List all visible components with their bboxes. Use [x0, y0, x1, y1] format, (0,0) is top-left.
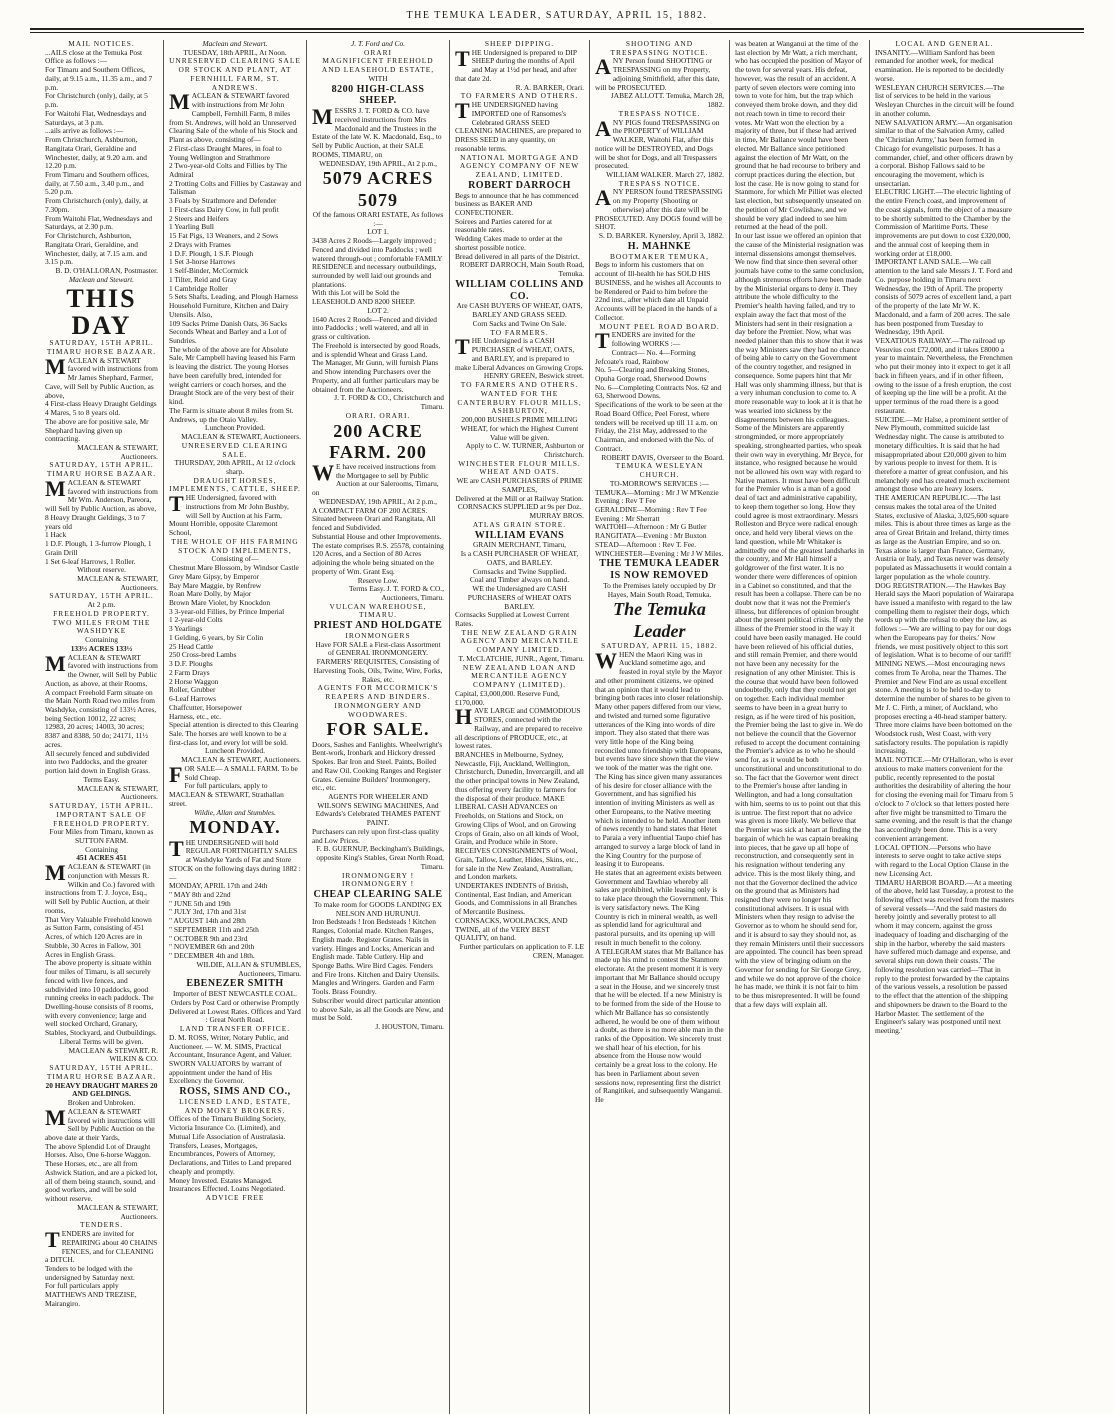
column-paragraph: WILLIAM COLLINS AND CO.: [455, 278, 584, 302]
column-paragraph: 20 HEAVY DRAUGHT MARES 20 AND GELDINGS.: [45, 1080, 158, 1099]
column-paragraph: " DECEMBER 4th and 18th.: [169, 951, 255, 961]
column-paragraph: He states that an agreement exists between Government and Tawhiao whereby all sales are prohibited, while leasing only is to take place through the Government. This is very satisfactory news. The King Country is rich in mineral wealth, as well as splendid land for agricultural and pastoral pursuits, and its opening up will result in much benefit to the colony.: [595, 868, 724, 947]
column-paragraph: 200 ACRE FARM. 200: [329, 420, 427, 462]
column-paragraph: TWO MILES FROM THE WASHDYKE: [52, 617, 151, 636]
column-paragraph: ANY Person found SHOOTING or TRESPASSING on my Property, adjoining Smithfield, after this date, will be PROSECUTED.: [595, 54, 720, 92]
column-paragraph: The estate comprises R.S. 25578, containing 120 Acres, and a Section of 80 Acres adjoining the whole being situated on the property of Wm. Grant Esq.: [312, 540, 444, 576]
column-paragraph: MACLEAN & STEWART, Auctioneers.: [77, 573, 158, 592]
column-paragraph: LOCAL OPTION.—Persons who have interests to serve ought to take active steps with regard to the Local Option Clause in the new Licensing Act.: [875, 842, 1009, 878]
column-paragraph: MONDAY, APRIL 17th and 24th: [169, 881, 268, 891]
column-paragraph: Roan Mare Dolly, by Major: [169, 589, 252, 599]
column-paragraph: S. D. BARKER. Kynersley, April 3, 1882.: [598, 231, 724, 241]
column-paragraph: 3438 Acres 2 Roods—Largely improved ; Fenced and divided into Paddocks ; well watered through-out ; comfortable FAMILY RESIDENCE and necessary outbuildings, surrounded by well laid out grounds and plantations.: [312, 236, 443, 289]
column-paragraph: Subscriber would direct particular attention to above Sale, as all the Goods are New, and must be Sold.: [312, 995, 444, 1023]
column-paragraph: 4 First-class Heavy Draught Geldings 4 Mares, 5 to 8 years old.: [45, 399, 157, 418]
column-paragraph: WE have received instructions from the Mortgagee to sell by Public Auction at our Salerooms, Timaru, on: [312, 459, 439, 498]
column-paragraph: ADVICE FREE: [205, 1193, 265, 1203]
column-paragraph: MAIL NOTICES.: [68, 40, 135, 48]
column-paragraph: R. A. BARKER, Orari.: [515, 82, 584, 92]
column-paragraph: 3 Yearlings: [169, 624, 203, 634]
column-paragraph: J. T. Ford and Co.: [351, 40, 405, 48]
column-paragraph: ROBERT DARROCH, Main South Road, Temuka.: [459, 260, 584, 279]
column-paragraph: STEAD—Afternoon : Rev T. Fee.: [595, 539, 697, 549]
column-paragraph: Substantial House and other Improvements.: [312, 531, 442, 541]
column-paragraph: WILLIAM EVANS: [474, 529, 565, 541]
column-paragraph: No. 6—Completing Contracts Nos. 62 and 63, Sherwood Downs.: [595, 382, 722, 401]
column-paragraph: TENDERS are invited for the following WORKS :—: [595, 328, 696, 354]
column-paragraph: 8 Heavy Draught Geldings, 3 to 7 years old: [45, 512, 145, 531]
column-paragraph: For Timaru and Southern Offices, daily, at 9.15 a.m., 11.35 a.m., and 7 p.m.: [45, 65, 153, 92]
column-paragraph: In our last issue we offered an opinion that the cause of the Ministerial resignation was internal dissensions amongst themselves. We now find that since then several other journals have come to the same conclusion, although strenuous efforts have been made by the Ministerial organs to deny it. They attribute the whole difficulty to the Premier's health having failed, and try to explain away the fact that most of the Ministers had sent in their resignation a day before the Premier. Now, what was needed plainer than this to show that it was the way Ministers saw they had no chance of being able to carry on the Government of the country together, and resigned in consequence. Some papers hint that Mr Hall was only shamming illness, but that is a very inhuman conclusion to come to. A more reasonable way to look at it is that he was wearied into sickness by the disagreements between his colleagues. Some of the Ministers are apparently strongminded, or more appropriately speaking, stronghearted parties, who speak their own way in everything. Mr Bryce, for instance, who resigned because he would not be allowed his own way with regard to Native matters. It must have been difficult for the Premier who is a man of a good deal of tact and administrative capability, to keep them together so long. How they could agree is most extraordinary. Messrs Rolleston and Bryce were radical enough once, and held very liberal views on the land question, while Mr Whitaker is admittedly one of the greatest landsharks in the country, and Mr Hall himself a goldgrower of the first water. It is no wonder there were differences of opinion in a Cabinet so constituted, and that the result has been a collapse. There can be no doubt now that it was not the Premier's illness, but differences of opinion brought about the present political crisis. If only the illness of the Premier stood in the way it could have been easily managed. He could have been relieved of his official duties, and still remain Premier, and there would not have been any necessity for the resignation of any other Minister. This is the course that would have been followed undoubtedly, only that they could not get on together. Each individual member seems to have been in a great hurry to resign, as if he were tired of his position, the Premier being the last to give in. We do not believe the council that the Governor refused to accept the document containing the Premier's advice as to who he should send for, as it would be both unconstitutional and unconstitutional to do so. The fact that the Governor went direct to the Premier's house after landing in Wellington, and had a long consultation with him, seems to us to point out that this is untrue. The first report that no advice was given is more likely. We believe that the Premier was sick at heart at finding the bargain of which he was captain breaking into pieces, that he gave up all hope of reconstruction, and consequently sent in his resignation without tendering any advice. This is the most likely thing, and not that the Governor declined the advice on the ground that as Ministers had resigned they were no longer his constitutional advisers. It is usual with Ministers when they resign to advise the Governor as to whom he should send for, and it is absurd to say they should not, as they remain Ministers until their successors are appointed. The council has been spread with the view of bringing odium on the Governor for sending for Sir George Grey, and while we do not approve of the choice he has made, we think it is not fair to him to be thus misrepresented. It will be found that a few days will explain all.: [735, 231, 864, 1009]
column-paragraph: MACLEAN & STEWART. R. WILKIN & CO.: [68, 1045, 158, 1064]
column-paragraph: 2 Two-year-old Colts and Fillies by The Admiral: [169, 161, 288, 180]
column-paragraph: LOCAL AND GENERAL.: [895, 40, 994, 48]
column-paragraph: No. 5—Clearing and Breaking Stones, Opuha Gorge road, Sherwood Downs: [595, 365, 710, 383]
column-paragraph: Have FOR SALE a First-class Assortment of GENERAL IRONMONGERY.: [315, 639, 441, 658]
column-paragraph: IRONMONGERY ! IRONMONGERY !: [341, 870, 415, 889]
column-paragraph: ORARI. ORARI.: [345, 410, 411, 420]
column-paragraph: LOT 2.: [367, 305, 389, 315]
column-paragraph: The Freehold is intersected by good Roads, and is splendid Wheat and Grass Land.: [312, 340, 441, 359]
column-paragraph: DOG REGISTRATION.—The Hawkes Bay Herald says the Maori population of Wairarapa have issued a manifesto with regard to the law compelling them to register their dogs, which words up with the refusal to obey the law, as follows :—'We are willing to pay for our dogs when the Europeans pay for theirs.' Now friends, we must positively object to this sort of legislation. What is to become of our tariff!: [875, 580, 1014, 660]
column-paragraph: From Waitohi Flat, Wednesdays and Saturdays, at 2.30 p.m.: [45, 213, 153, 232]
column-paragraph: From Christchurch (only), daily, at 7.30pm.: [45, 196, 148, 214]
column-paragraph: T. McCLATCHIE, JUNR., Agent, Timaru.: [458, 653, 584, 663]
column-paragraph: WE are CASH PURCHASERS of PRIME SAMPLES,: [456, 476, 583, 494]
column-paragraph: To make room for GOODS LANDING EX NELSON AND HURUNUI.: [314, 899, 442, 918]
column-paragraph: 5 Sets Shafts, Leading, and Plough Harness: [169, 292, 298, 302]
column-paragraph: Orders by Post Card or otherwise Promptly Delivered at Lowest Rates. Offices and Yard : Great North Road.: [169, 997, 301, 1025]
column-paragraph: MURRAY BROS.: [529, 511, 584, 521]
column-paragraph: WILLIAM WALKER. March 27, 1882.: [606, 170, 724, 180]
column-paragraph: WITH: [368, 73, 388, 83]
column-paragraph: A COMPACT FARM OF 200 ACRES. Situated between Orari and Rangitata, All fenced and Subdivided.: [312, 505, 436, 533]
column-paragraph: CHEAP CLEARING SALE: [313, 889, 443, 901]
column-paragraph: TEMUKA WESLEYAN CHURCH.: [615, 461, 704, 480]
column-paragraph: Liberal Terms will be given.: [59, 1036, 144, 1046]
column-paragraph: Reserve Low.: [357, 575, 399, 585]
column-paragraph: 250 Cross-bred Lambs: [169, 650, 237, 660]
column-paragraph: MACLEAN & STEWART, Auctioneers.: [77, 783, 158, 802]
column-7: [869, 40, 1019, 1414]
column-paragraph: IRONMONGERY AND WOODWARES.: [334, 700, 422, 719]
column-paragraph: 2 Farm Drays: [169, 667, 210, 677]
column-paragraph: SHOOTING AND TRESPASSING NOTICE.: [610, 40, 709, 57]
column-paragraph: Grey Mare Gipsy, by Emperor: [169, 571, 260, 581]
column-paragraph: D. M. ROSS, Writer, Notary Public, and Auctioneer. — W. M. SIMS, Practical Accountant, Insurance Agent, and Valuer.: [169, 1032, 292, 1060]
column-paragraph: WINCHESTER FLOUR MILLS.: [458, 458, 581, 468]
column-paragraph: MONDAY.: [189, 817, 281, 838]
column-paragraph: SATURDAY, 15TH APRIL.: [49, 460, 154, 470]
column-paragraph: 1 Self-Binder, McCormick: [169, 266, 249, 276]
column-paragraph: Brown Mare Violet, by Knockdon: [169, 598, 271, 607]
column-paragraph: 1 Gelding, 6 years, by Sir Colin: [169, 632, 264, 642]
column-paragraph: FOR SALE.: [326, 719, 430, 740]
column-paragraph: Luncheon Provided.: [205, 746, 265, 756]
column-paragraph: Offices of the Timaru Building Society, Victoria Insurance Co. (Limited), and Mutual Life Association of Australasia.: [169, 1114, 286, 1141]
column-paragraph: INSANITY.—William Sanford has been remanded for another week, for medical examination. He is reported to be decidedly worse.: [875, 47, 1005, 83]
column-paragraph: Coal and Timber always on hand.: [469, 575, 570, 585]
column-paragraph: UNDERTAKES INDENTS of British, Continental, East Indian, and American Goods, and Commissions in all Branches of Mercantile Business.: [455, 881, 577, 917]
column-paragraph: Soirees and Parties catered for at reasonable rates.: [455, 216, 553, 235]
column-paragraph: IRONMONGERS: [345, 630, 411, 640]
column-paragraph: THE Undersigned is a CASH PURCHASER of WHEAT, OATS, and BARLEY, and is prepared to make Liberal Advances on Growing Crops.: [455, 334, 584, 372]
column-paragraph: 8200 HIGH-CLASS SHEEP.: [331, 83, 425, 107]
column-paragraph: TEMUKA—Morning : Mr J W M'Kenzie: [595, 487, 719, 497]
column-paragraph: ANY PERSON found TRESPASSING on my Property (Shooting or otherwise) after this date will be PROSECUTED. Any DOGS found will be SHOT.: [595, 185, 723, 232]
column-paragraph: SATURDAY, APRIL 15, 1882.: [601, 640, 718, 650]
column-paragraph: ATLAS GRAIN STORE.: [472, 519, 567, 529]
column-paragraph: " SEPTEMBER 11th and 25th: [169, 924, 259, 934]
column-paragraph: Without reserve.: [77, 565, 126, 575]
column-paragraph: 3 Foals by Strathmore and Defender: [169, 196, 277, 206]
column-paragraph: DRAUGHT HORSES, IMPLEMENTS, CATTLE, SHEEP.: [169, 475, 301, 494]
column-paragraph: GERALDINE—Morning : Rev T Fee: [595, 504, 707, 514]
column-paragraph: IMPORTANT SALE OF FREEHOLD PROPERTY.: [53, 809, 150, 828]
column-paragraph: MACLEAN & STEWART favored with instructions will Sell by Public Auction on the above date at their Yards,: [45, 1104, 156, 1142]
column-paragraph: " MAY 8th and 22nd: [169, 890, 231, 899]
column-paragraph: AGENTS FOR WHEELER AND WILSON'S SEWING MACHINES, And Edwards's Celebrated THAMES PATENT PAINT.: [315, 791, 441, 828]
column-3: [306, 40, 449, 1414]
column-paragraph: Four Miles from Timaru, known as SUTTON FARM.: [49, 827, 154, 846]
column-paragraph: GRAIN MERCHANT, Timaru,: [472, 540, 567, 550]
column-paragraph: THE UNDERSIGNED will hold REGULAR FORTNIGHTLY SALES at Washdyke Yards of Fat and Store STOCK on the following days during 1882 :—: [169, 835, 301, 882]
column-paragraph: MINING NEWS.—Most encouraging news comes from Te Aroha, near the Thames. The Premier and New Find are as usual excellent stone. A meeting is to be held to-day to determine the number of shares to be given to Mr J. C. Firth, a miner, of Auckland, who proposes erecting a 40-head stamper battery. Three more claims have been bottomed on the Woodstock rush, West Coast, with very satisfactory results. The population is rapidly increasing.: [875, 659, 1012, 756]
column-paragraph: FARMERS' REQUISITES, Consisting of Harvesting Tools, Oils, Twine, Wire, Forks, Rakes, etc.: [313, 657, 443, 684]
column-paragraph: " NOVEMBER 6th and 20th: [169, 942, 255, 952]
column-paragraph: " JUNE 5th and 19th: [169, 898, 231, 908]
column-paragraph: Consisting of—: [211, 554, 259, 564]
column-paragraph: NEW SALVATION ARMY.—An organisation similar to that of the Salvation Army, called the 'Christian Army,' has been formed in Chicago for evangelistic purposes. It has a commander, chief, and other officers drawn by a corporal. Bishop Fallows said to be encouraging the movement, which is unsectarian.: [875, 117, 1014, 188]
column-paragraph: Cornsacks Supplied at Lowest Current Rates.: [455, 610, 570, 628]
column-paragraph: VEXATIOUS RAILWAY.—The railroad up Vesuvius cost £72,000, and it takes £8000 a year to maintain. Nevertheless, the Frenchmen who put their money into it expect to get it all back in fifteen years, and if in other fifteen, owing to the issue of a fresh eruption, the cost of keeping up the line will be a profit. At the upper terminus of the road there is a good restaurant.: [875, 335, 1013, 415]
column-paragraph: H. MAHNKE: [627, 240, 692, 252]
column-paragraph: SUICIDE.—Mr Halse, a prominent settler of New Plymouth, committed suicide last Wednesday night. The cause is attributed to monetary difficulties. It is said that he had misappropriated about £20,000 given to him by various people to invest for them. It is therefore a matter of great confusion, and his melancholy end has created much excitement amongst those who are heavy losers.: [875, 414, 1010, 494]
column-paragraph: RECEIVES CONSIGNMENTS of Wool, Grain, Tallow, Leather, Hides, Skins, etc., for sale in the New Zealand, Australian, and London markets.: [455, 846, 579, 882]
column-paragraph: was beaten at Wanganui at the time of the last election by Mr Watt, a rich merchant, who has occupied the position of Mayor of the town for several years. His defeat, however, was the result of an accident. A party of seven electors were coming into town to vote for him, but the trap which conveyed them broke down, and they did not reach town in time to record their votes. Mr Watt won the election by a majority of three, but if these had arrived in time, Mr Ballance would have been elected. Mr Ballance since petitioned against the election of Mr Watt, on the ground that he had recourse to bribery and corrupt practices during the election, but lost the case. He is now going to stand for Stanmore, for which Mr Pilliet was elected last election, but subsequently unseated on the petition of Mr Cowlishaw, and we should be very glad indeed to see him returned at the head of the poll.: [735, 40, 863, 232]
column-paragraph: ORARI: [364, 47, 392, 57]
column-paragraph: SWORN VALUATORS by warrant of appointment under the hand of His Excellency the Governor.: [169, 1059, 282, 1086]
column-paragraph: 200,000 BUSHELS PRIME MILLING WHEAT, for which the Highest Current Value will be given.: [460, 415, 579, 442]
column-paragraph: 2 Horse Waggon: [169, 676, 219, 686]
column-paragraph: That Very Valuable Freehold known as Sutton Farm, consisting of 451 Acres, of which 120 Acres are in Stubble, 30 Acres in Fallow, 301 Acres in English Grass.: [45, 914, 152, 959]
column-paragraph: THE NEW ZEALAND GRAIN AGENCY AND MERCANTILE COMPANY LIMITED.: [460, 627, 579, 655]
column-paragraph: TRESPASS NOTICE.: [618, 108, 701, 118]
column-paragraph: ...ails arrive as follows :—: [45, 126, 124, 136]
column-paragraph: 1 2-year-old Colts: [169, 615, 223, 625]
columns: [40, 40, 1106, 1414]
column-paragraph: PRIEST AND HOLDGATE: [313, 620, 443, 632]
column-paragraph: The Farm is situate about 8 miles from St. Andrews, up the Otaio Valley.: [169, 405, 294, 424]
column-paragraph: TUESDAY, 18th APRIL, At Noon.: [183, 47, 287, 57]
column-paragraph: 1 D.F. Plough, 1 S.F. Plough: [169, 248, 254, 258]
column-paragraph: 1 Set 3-horse Harrows: [169, 257, 236, 267]
column-paragraph: MOUNT PEEL ROAD BOARD.: [599, 321, 720, 331]
column-paragraph: The above are for positive sale, Mr Shephard having given up contracting.: [45, 416, 149, 444]
column-paragraph: THE UNDERSIGNED having IMPORTED one of Ransomes's Celebrated GRASS SEED CLEANING MACHINES, are prepared to DRESS SEED in any quantity, on reasonable terms.: [455, 98, 582, 153]
column-paragraph: 1 Yearling Bull: [169, 222, 214, 232]
column-paragraph: Are CASH BUYERS OF WHEAT, OATS, BARLEY AND GRASS SEED.: [456, 301, 583, 320]
column-paragraph: Maclean and Stewart.: [202, 40, 268, 48]
column-paragraph: Further particulars on application to F. LE CREN, Manager.: [459, 942, 584, 960]
column-paragraph: WAITOHI—Afternoon : Mr G Butler: [595, 522, 707, 532]
column-paragraph: BOOTMAKER TEMUKA,: [610, 251, 709, 261]
column-paragraph: Special attention is directed to this Clearing Sale. The horses are well known to be a first-class lot, and every lot will be sold.: [169, 720, 299, 747]
column-paragraph: 15 Fat Pigs, 13 Weaners, and 2 Sows: [169, 231, 279, 241]
column-paragraph: SATURDAY, 15TH APRIL.: [49, 1063, 154, 1073]
column-paragraph: " AUGUST 14th and 28th: [169, 916, 246, 926]
column-paragraph: Doors, Sashes and Fanlights. Wheelwright's Bent-work, Ironbark and Hickory dressed Spokes. Bar Iron and Steel. Paints, Boiled and Raw Oil. Cooking Ranges and Register Grates. Genuine Builders' Ironmongery, etc., etc.: [312, 739, 443, 793]
column-6: [729, 40, 869, 1414]
column-paragraph: ROBERT DARROCH: [468, 179, 571, 191]
column-paragraph: 1 D.F. Plough, 1 3-furrow Plough, 1 Grain Drill: [45, 539, 152, 557]
column-paragraph: 451 ACRES 451: [76, 853, 127, 863]
column-paragraph: Apply to C. W. TURNER, Ashburton or Christchurch.: [465, 441, 584, 459]
column-5: [589, 40, 729, 1414]
column-paragraph: B. D. O'HALLORAN, Postmaster.: [55, 266, 158, 276]
column-paragraph: TO-MORROW'S SERVICES :—: [609, 478, 710, 488]
column-paragraph: TIMARU HARBOR BOARD.—At a meeting of the above, held last Tuesday, a protest to the following effect was received from the masters of several vessels—'And the said masters do hereby jointly and severally protest to all whom it may concern, against the gross inadequacy of loading and discharging of the ship in the harbor, whereby the said masters have suffered much damage and expense, and several ships run down their coasts.' The following resolution was carried—'That in reply to the protest forwarded by the captains of the various vessels, a resolution be passed to the effect that the attention of the shipping and shipowners be drawn to the Board to the Harbor Master. The settlement of the Engineer's salary was postponed until next meeting.': [875, 877, 1015, 1035]
column-paragraph: Corn Sacks and Twine On Sale.: [472, 318, 567, 328]
column-paragraph: Cornsacks and Twine Supplied.: [472, 566, 567, 576]
column-paragraph: F. B. GUERNUP, Beckingham's Buildings, opposite King's Stables, Great North Road, Timaru.: [316, 844, 444, 871]
column-paragraph: For Christchurch, Ashburton, Rangitata Orari, Geraldine, and Winchester, daily, at 7.15 a.m. and 3.15 p.m.: [45, 231, 147, 267]
column-paragraph: The above Splendid Lot of Draught Horses. Also, One 6-horse Waggon.: [45, 1141, 151, 1160]
column-paragraph: ANY PIGS found TRESPASSING on the PROPERTY of WILLIAM WALKER, Waitohi Flat, after this notice will be DESTROYED, and Dogs will be shot for Dogs, and all Trespassers prosecuted.: [595, 115, 720, 171]
column-paragraph: For Waitohi Flat, Wednesdays and Saturdays, at 3 p.m.: [45, 108, 147, 127]
column-paragraph: JABEZ ALLOTT. Temuka, March 28, 1882.: [610, 91, 724, 110]
masthead: THE TEMUKA LEADER, SATURDAY, APRIL 15, 1882.: [406, 10, 708, 21]
column-paragraph: MACLEAN & STEWART favored with instructions from the Owner, will Sell by Public Auction, as above, at their Rooms,: [45, 650, 158, 688]
column-1: [40, 40, 163, 1414]
column-paragraph: ROSS, SIMS AND CO.,: [179, 1086, 291, 1098]
column-paragraph: TO FARMERS.: [490, 327, 549, 337]
column-paragraph: The Manager, Mr Gunn, will furnish Plans and Show intending Purchasers over the Property, and all further particulars may be obtained from the Auctioneers.: [312, 358, 439, 394]
column-paragraph: 133½ ACRES 133½: [70, 643, 133, 653]
column-paragraph: THE Undersigned is prepared to DIP SHEEP during the months of April and May at 1½d per head, and after that date 2d.: [455, 45, 577, 83]
column-paragraph: J. T. FORD & CO., Christchurch and Timaru.: [334, 393, 444, 412]
column-2: [163, 40, 306, 1414]
column-paragraph: CORNSACKS, WOOLPACKS, AND TWINE, all of the VERY BEST QUALITY, on hand.: [455, 915, 568, 943]
column-paragraph: Capital, £3,000,000. Reserve Fund, £170,000.: [455, 688, 560, 707]
column-paragraph: EBENEZER SMITH: [186, 978, 284, 990]
column-paragraph: 6-Leaf Harrows: [169, 694, 216, 704]
column-paragraph: To the Premises lately occupied by Dr Hayes, Main South Road, Temuka.: [603, 580, 716, 599]
column-paragraph: NATIONAL MORTGAGE AND AGENCY COMPANY OF NEW ZEALAND, LIMITED.: [459, 152, 580, 180]
column-paragraph: Harness, etc., etc.: [169, 711, 222, 721]
column-paragraph: WE the Undersigned are CASH PURCHASERS of WHEAT OATS BARLEY.: [467, 584, 572, 611]
column-paragraph: For full particulars, apply to MACLEAN & STEWART, Strathallan street.: [169, 781, 284, 808]
column-paragraph: LAND TRANSFER OFFICE.: [179, 1024, 291, 1034]
column-paragraph: WANTED FOR THE CANTERBURY FLOUR MILLS, ASHBURTON,: [457, 388, 582, 416]
column-paragraph: A compact Freehold Farm situate on the Main North Road two miles from Washdyke, consisting of 133½ Acres, being Section 10012, 22 acres; 12983, 20 acres; 14003, 30 acres; 8387 and 8388, 50 do; 24171, 11½ acres.: [45, 687, 157, 749]
column-paragraph: MACLEAN & STEWART, Auctioneers.: [77, 1202, 158, 1221]
column-paragraph: A TELEGRAM states that Mr Ballance has made up his mind to contest the Stanmore electorate. At the present moment it is very important that Mr Ballance should occupy a seat in the House, and we sincerely trust that he will be elected. If a new Ministry is to be formed from the side of the House to which Mr Ballance has so consistently adhered, he would be one of them without a doubt, as there is no more able man in the ranks of the Opposition. We sincerely trust we shall hear of his election, for his absence from the House now would certainly be a great loss to the colony. He has been in Parliament about seven sessions now, representing first the district of Rangitikei, and subsequently Wanganui. He: [595, 946, 724, 1105]
column-paragraph: Wildie, Allan and Stumbles.: [194, 807, 276, 817]
column-paragraph: TO FARMERS AND OTHERS.: [460, 380, 579, 390]
column-paragraph: WEDNESDAY, 19th APRIL, At 2 p.m.,: [319, 158, 437, 168]
column-paragraph: IMPORTANT LAND SALE.—We call attention to the land sale Messrs J. T. Ford and Co. purpose holding in Timaru next Wednesday, the 19th of April. The property consists of 5079 acres of excellent land, a part of the property of the late Mr W. K. Macdonald, and a farm of 200 acres. The sale has been postponed from Tuesday to Wednesday, 19th April.: [875, 257, 1013, 337]
column-paragraph: 25 Head Cattle: [169, 641, 214, 651]
column-paragraph: Terms Easy. J. T. FORD & CO., Auctioneers, Timaru.: [348, 584, 444, 602]
column-paragraph: THE WHOLE OF HIS FARMING STOCK AND IMPLEMENTS,: [171, 536, 299, 555]
column-paragraph: Delivered at the Mill or at Railway Station.: [455, 493, 584, 503]
column-paragraph: At 2 p.m.: [87, 600, 116, 610]
column-paragraph: MACLEAN & STEWART, Auctioneers.: [77, 442, 158, 461]
column-paragraph: ROBERT DAVIS, Overseer to the Board.: [601, 452, 724, 462]
column-paragraph: UNRESERVED CLEARING SALE OR STOCK AND PLANT, AT FERNHILL FARM, ST. ANDREWS.: [169, 56, 301, 92]
column-paragraph: NEW ZEALAND LOAN AND MERCANTILE AGENCY COMPANY (LIMITED).: [462, 662, 577, 690]
column-paragraph: THURSDAY, 20th APRIL, At 12 o'clock sharp.: [174, 458, 296, 476]
column-paragraph: Bread delivered in all parts of the District.: [455, 251, 580, 261]
column-paragraph: FREEHOLD PROPERTY.: [53, 608, 150, 618]
column-paragraph: TENDERS are invited for REPAIRING about 40 CHAINS FENCES, and for CLEANING a DITCH.: [45, 1227, 158, 1265]
masthead-rule: [30, 28, 1084, 33]
column-paragraph: Containing: [85, 635, 118, 645]
column-paragraph: MACLEAN & STEWART, Auctioneers.: [181, 432, 301, 442]
column-paragraph: WINCHESTER—Evening : Mr J W Miles.: [595, 548, 724, 558]
column-paragraph: Specifications of the work to be seen at the Road Board Office, Peel Forest, where tenders will be received up till 11 a.m. on Friday, the 21st May, addressed to the Chairman, and endorsed with the No. of Contract.: [595, 400, 723, 453]
column-paragraph: Chestnut Mare Blossom, by Windsor Castle: [169, 563, 299, 573]
column-paragraph: Terms Easy.: [83, 774, 120, 784]
column-paragraph: Chaffcutter, Horsepower: [169, 702, 243, 712]
column-paragraph: THE Undersigned, favored with instructions from Mr John Bushby, will Sell by Auction at his Farm, Mount Horrible, opposite Claremont School,: [169, 491, 289, 538]
column-paragraph: TRESPASS NOTICE.: [618, 178, 701, 188]
column-paragraph: J. HOUSTON, Timaru.: [375, 1022, 444, 1032]
column-paragraph: From Timaru and Southern offices, daily, at 7.50 a.m., 3.40 p.m., and 5.20 p.m.: [45, 170, 149, 197]
column-paragraph: All securely fenced and subdivided into two Paddocks, and the greater portion laid down in English Grass.: [45, 748, 151, 776]
column-paragraph: From Christchurch, Ashburton, Rangitata Orari, Geraldine and Winchester, daily, at 9.20 a.m. and 12.20 p.m.: [45, 135, 147, 171]
column-paragraph: TENDERS.: [79, 1220, 124, 1230]
column-paragraph: TIMARU HORSE BAZAAR.: [46, 1071, 157, 1081]
column-paragraph: " JULY 3rd, 17th and 31st: [169, 907, 247, 917]
column-paragraph: The Temuka Leader: [613, 599, 706, 641]
column-paragraph: 5079 ACRES 5079: [322, 168, 434, 210]
column-paragraph: MACLEAN & STEWART favored with instructions from Mr Wm. Anderson, Pareora, will Sell by Public Auction, as above,: [45, 475, 158, 514]
column-paragraph: Broken and Unbroken.: [67, 1098, 136, 1108]
column-paragraph: THE AMERICAN REPUBLIC.—The last census makes the total area of the United States, exclusive of Alaska, 3,025,600 square miles. This is about three times as large as the area of Great Britain and Ireland, thirty times as large as the Austrian Empire, and so on. Texas alone is larger than France, Germany, Austria or Italy, and Texas never was densely populated as Massachusetts it would contain a larger population as the whole country.: [875, 493, 1012, 581]
column-paragraph: VULCAN WAREHOUSE, TIMARU.: [329, 601, 427, 620]
column-paragraph: 1 Cambridge Roller: [169, 283, 228, 293]
column-paragraph: Purchasers can rely upon first-class quality and Low Prices.: [312, 826, 440, 845]
column-paragraph: WILDIE, ALLAN & STUMBLES, Auctioneers, Timaru.: [196, 959, 301, 978]
column-paragraph: HAVE LARGE and COMMODIOUS STORES, connected with the Railway, and are prepared to receive all descriptions of PRODUCE, etc., at lowest rates.: [455, 704, 582, 751]
column-paragraph: 1640 Acres 2 Roods—Fenced and divided into Paddocks ; well watered, and all in grass or cultivation.: [312, 314, 438, 342]
column-paragraph: UNRESERVED CLEARING SALE.: [181, 440, 289, 459]
column-paragraph: 2 Drays with Frames: [169, 239, 231, 249]
column-paragraph: MACLEAN & STEWART favored with instructions from Mr James Shephard, Farmer, Cave, will Sell by Public Auction, as above,: [45, 353, 158, 400]
column-paragraph: The whole of the above are for Absolute Sale, Mr Campbell having leased his Farm is leaving the district. The young Horses have been carefully bred, intended for weight carriers or coach horses, and the Draught Stock are of the very best of their kind.: [169, 344, 296, 407]
column-paragraph: BRANCHES in Melbourne, Sydney, Newcastle, Fiji, Auckland, Wellington, Christchurch, Dunedin, Invercargill, and all the other principal towns in New Zealand, thus offering every facility to farmers for the disposal of their produce. MAKE LIBERAL CASH ADVANCES on Freeholds, on Stations and Stock, on Growing Clips of Wool, and on Growing Crops of Grain, also on all kinds of Wool, Grain, and Produce while in Store.: [455, 750, 584, 847]
column-paragraph: Is a CASH PURCHASER OF WHEAT, OATS, and BARLEY.: [460, 549, 579, 567]
column-paragraph: Transfers, Leases, Mortgages, Encumbrances, Powers of Attorney, Declarations, and Titles to Land prepared cheaply and promptly.: [169, 1140, 292, 1176]
column-paragraph: Begs to inform his customers that on account of Ill-health he has SOLD HIS BUSINESS, and he wishes all Accounts to be Rendered or Paid to him before the 22nd inst., after which date all Unpaid Accounts will be placed in the hands of a Collector.: [595, 260, 722, 322]
column-paragraph: WESLEYAN CHURCH SERVICES.—The list of services to be held in the various Wesleyan Churches in the circuit will be found in another column.: [875, 82, 1014, 118]
column-paragraph: WHEAT AND OATS.: [479, 467, 560, 477]
column-paragraph: THE TEMUKA LEADER IS NOW REMOVED: [599, 558, 720, 582]
column-paragraph: With this Lot will be Sold the LEASEHOLD AND 8200 SHEEP.: [312, 288, 416, 307]
column-paragraph: Money Invested. Estates Managed. Insurances Effected. Loans Negotiated.: [169, 1175, 286, 1194]
column-paragraph: CORNSACKS SUPPLIED at 9s per Doz.: [457, 502, 582, 512]
column-paragraph: ...AILS close at the Temuka Post Office as follows :—: [45, 47, 143, 66]
column-4: [449, 40, 589, 1414]
column-paragraph: These Horses, etc., are all from Ashwick Station, and are a picked lot, all of them being staunch, sound, and good workers, and will be sold without reserve.: [45, 1159, 158, 1204]
column-paragraph: SATURDAY, 15TH APRIL.: [49, 338, 154, 348]
column-paragraph: For full particulars apply MATTHEWS AND TREZISE, Mairangiro.: [45, 1281, 137, 1308]
column-paragraph: ELECTRIC LIGHT.—The electric lighting of the entire French coast, and improvement of the coast signals, form the object of a measure to be shortly submitted to the Chamber by the Commission of Maritime Ports. These improvements are put down to cost £320,000, and the annual cost of keeping them in working order at £18,000.: [875, 187, 1012, 258]
column-paragraph: " OCTOBER 9th and 23rd: [169, 933, 248, 943]
column-paragraph: MAIL NOTICE.—Mr O'Halloran, who is ever anxious to make matters convenient for the public, recently represented to the postal authorities the desirability of altering the hour for closing the evening mail for Timaru from 5 o'clock to 7 o'clock so that letters posted here after five might be transmitted to Timaru the same evening, and the result is that the change has accordingly been done. This is a very convenient arrangement.: [875, 755, 1014, 843]
column-paragraph: TO FARMERS AND OTHERS.: [460, 91, 579, 101]
column-paragraph: Household Furniture, Kitchen and Dairy Utensils. Also,: [169, 301, 289, 319]
column-paragraph: 1 First-class Dairy Cow, in full profit: [169, 204, 279, 214]
column-paragraph: SHEEP DIPPING.: [484, 40, 555, 48]
column-paragraph: LOT 1.: [367, 227, 389, 237]
column-paragraph: WEDNESDAY, 19th APRIL, At 2 p.m.,: [319, 496, 437, 506]
column-paragraph: TIMARU HORSE BAZAAR.: [46, 469, 157, 479]
column-paragraph: 2 Trotting Colts and Fillies by Castaway and Talisman: [169, 178, 302, 197]
column-paragraph: MACLEAN & STEWART, Auctioneers.: [181, 755, 301, 765]
column-paragraph: 2 First-class Draught Mares, in foal to Young Wellington and Strathmore: [169, 143, 282, 162]
column-paragraph: Luncheon Provided.: [205, 423, 265, 433]
column-paragraph: Bay Mare Maggie, by Renfrew: [169, 580, 262, 590]
column-paragraph: 1 Tilter, Reid and Gray: [169, 274, 238, 284]
column-paragraph: MAGNIFICENT FREEHOLD AND LEASEHOLD ESTATE,: [321, 56, 435, 75]
column-paragraph: 2 Steers and Heifers: [169, 213, 229, 223]
column-paragraph: Of the famous ORARI ESTATE, As follows :—: [312, 209, 444, 228]
column-paragraph: HENRY GREEN, Beswick street.: [483, 371, 584, 381]
column-paragraph: Maclean and Stewart.: [68, 274, 135, 284]
column-paragraph: Importer of BEST NEWCASTLE COAL.: [172, 989, 298, 999]
column-paragraph: 3 3-year-old Fillies, by Prince Imperial: [169, 606, 285, 616]
column-paragraph: AGENTS FOR MCCORMICK'S REAPERS AND BINDERS.: [317, 683, 439, 702]
column-paragraph: Begs to announce that he has commenced business as BAKER AND CONFECTIONER.: [455, 190, 579, 218]
column-paragraph: MESSRS J. T. FORD & CO. have received instructions from Mrs Macdonald and the Trustees in the Estate of the late W. K. Macdonald, Esq., to Sell by Public Auction, at their SALE ROOMS, TIMARU, on: [312, 104, 442, 159]
column-paragraph: 1 Set 6-leaf Harrows, 1 Roller.: [45, 556, 136, 566]
column-paragraph: Roller, Grubber: [169, 685, 216, 695]
column-paragraph: For Christchurch (only), daily, at 5 p.m.: [45, 91, 148, 110]
column-paragraph: SATURDAY, 15TH APRIL.: [49, 801, 154, 811]
column-paragraph: WHEN the Maori King was in Auckland sometime ago, and feasted in royal style by the Mayor and other prominent citizens, we opined that an opinion that it would lead to bringing both races into closer relationship. Many other papers differed from our view, and twisted and turned some figurative utterances of the King into words of dire import. They also stated that there was very little hope of the King being reconciled unto friendship with Europeans, but events have since shown that the view we took of the matter was the right one. The King has since given many assurances of his desire for closer alliance with the Government, and has signified his intention of inviting Ministers as well as other Europeans, to the Native meeting which is intended to be held. Another item of news recently to hand states that Hetet to Paraia a very influential Taupo chief has arranged to survey a large block of land in the King Country for the purpose of leasing it to Europeans.: [595, 647, 724, 869]
column-paragraph: FOR SALE— A SMALL FARM. To be Sold Cheap.: [169, 761, 298, 787]
column-paragraph: The above property is situate within four miles of Timaru, is all securely fenced with live fences, and subdivided into 10 paddocks, good running creeks in each paddock. The Dwelling-house consists of 8 rooms, with every convenience; large and well stocked Orchard, Granary, Stables, Stockyard, and Outbuildings.: [45, 958, 157, 1038]
column-paragraph: 3 D.F. Ploughs: [169, 659, 213, 669]
column-paragraph: LICENSED LAND, ESTATE, AND MONEY BROKERS.: [179, 1097, 291, 1115]
column-paragraph: Evening : Mr Sherratt: [595, 513, 660, 523]
column-paragraph: Contract— No. 4—Forming Jefcoate's road, Rainbow: [595, 347, 696, 366]
column-paragraph: SATURDAY, 15TH APRIL.: [49, 591, 154, 601]
column-paragraph: 1 Hack: [45, 530, 67, 540]
column-paragraph: Iron Bedsteads ! Iron Bedsteads ! Kitchen Ranges, Colonial made. Kitchen Ranges, English made. Register Grates. Nails in variety. Hinges and Locks, American and English made. Table Cutlery. Hip and Sponge Baths. Wire Bird Cages. Fenders and Fire Irons. Kitchen and Dairy Utensils. Mangles and Wringers. Garden and Farm Tools. Brass Foundry.: [312, 917, 440, 997]
column-paragraph: Containing: [85, 844, 118, 854]
column-paragraph: RANGITATA—Evening : Mr Buxton: [595, 531, 707, 541]
column-paragraph: TIMARU HORSE BAZAAR.: [46, 346, 157, 356]
column-paragraph: MACLEAN & STEWART (in conjunction with Messrs R. Wilkin and Co.) favored with instructions from T. J. Joyce, Esq., will Sell by Public Auction, at their rooms,: [45, 860, 155, 915]
column-paragraph: Wedding Cakes made to order at the shortest possible notice.: [455, 234, 563, 252]
column-paragraph: 109 Sacks Prime Danish Oats, 36 Sacks Seconds Wheat and Barley and a Lot of Sundries.: [169, 318, 288, 345]
column-paragraph: Evening : Rev T Fee: [595, 496, 656, 506]
column-paragraph: Tenders to be lodged with the undersigned by Saturday next.: [45, 1264, 135, 1282]
column-paragraph: MACLEAN & STEWART favored with instructions from Mr John Campbell, Fernhill Farm, 8 miles from St. Andrews, will hold an Unreserved Clearing Sale of the whole of his Stock and Plant as above, consisting of—: [169, 89, 298, 145]
column-paragraph: THIS DAY: [66, 283, 137, 340]
